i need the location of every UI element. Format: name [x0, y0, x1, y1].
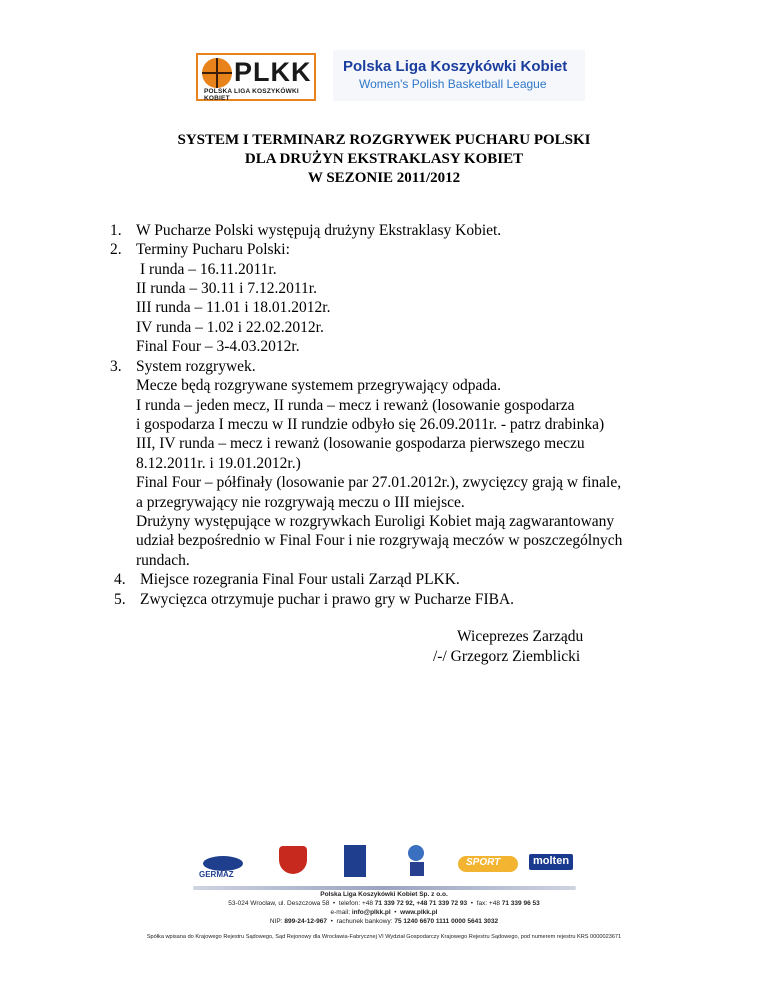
league-name-pl: Polska Liga Koszykówki Kobiet [343, 58, 568, 75]
schedule-round-2: II runda – 30.11 i 7.12.2011r. [136, 280, 317, 297]
title-line-3: W SEZONIE 2011/2012 [307, 170, 461, 186]
item-2-text: Terminy Pucharu Polski: [136, 241, 290, 258]
system-line: i gospodarza I meczu w II rundzie odbyło się 26.09.2011r. - patrz drabinka) [136, 416, 605, 433]
item-5-text: Zwycięzca otrzymuje puchar i prawo gry w Pucharze FIBA. [140, 591, 515, 608]
schedule-round-1: I runda – 16.11.2011r. [140, 261, 277, 278]
signature-name: /-/ Grzegorz Ziemblicki [433, 648, 581, 665]
footer-fax: 71 339 96 53 [501, 900, 540, 907]
footer-address: 53-024 Wrocław, ul. Deszczowa 58 [228, 900, 330, 907]
footer-nip: 899-24-12-967 [284, 918, 328, 925]
schedule-final-four: Final Four – 3-4.03.2012r. [136, 338, 300, 355]
footer-web-line: e-mail: info@plkk.pl • www.plkk.pl [330, 909, 438, 916]
footer-nip-label: NIP: [269, 918, 283, 925]
footer-bank-line: NIP: 899-24-12-967 • rachunek bankowy: 75 1240 6670 1111 0000 5641 3032 [269, 918, 499, 925]
footer-email[interactable]: info@plkk.pl [351, 909, 391, 916]
basketball-icon [202, 58, 232, 88]
footer-divider [193, 886, 576, 890]
system-line: a przegrywający nie rozgrywają meczu o III miejsce. [136, 494, 465, 511]
system-line: I runda – jeden mecz, II runda – mecz i rewanż (losowanie gospodarza [136, 397, 575, 414]
footer-phone-label: telefon: +48 [338, 900, 373, 907]
footer-bank: 75 1240 6670 1111 0000 5641 3032 [394, 918, 499, 925]
title-line-2: DLA DRUŻYN EKSTRAKLASY KOBIET [244, 151, 524, 167]
system-line: III, IV runda – mecz i rewanż (losowanie gospodarza pierwszego meczu [136, 435, 585, 452]
item-number: 4. [114, 571, 126, 588]
plkk-logo-subtitle: POLSKA LIGA KOSZYKÓWKI KOBIET [204, 88, 299, 102]
fiba-ball-icon [408, 845, 424, 861]
item-number: 1. [110, 222, 122, 239]
germaz-logo: GERMAZ [199, 870, 234, 879]
footer-bank-label: rachunek bankowy: [336, 918, 393, 925]
molten-logo: molten [533, 855, 570, 867]
system-line: Drużyny występujące w rozgrywkach Euroligi Kobiet mają zagwarantowany [136, 513, 615, 530]
item-number: 3. [110, 358, 122, 375]
item-4-text: Miejsce rozegrania Final Four ustali Zarząd PLKK. [140, 571, 460, 588]
system-line: rundach. [136, 552, 190, 569]
footer-fax-label: fax: +48 [476, 900, 500, 907]
system-line: Mecze będą rozgrywane systemem przegrywający odpada. [136, 377, 501, 394]
league-name-en: Women's Polish Basketball League [359, 77, 547, 91]
tvp-sport-logo: SPORT [466, 857, 501, 868]
footer-registry: Spółka wpisana do Krajowego Rejestru Sądowego, Sąd Rejonowy dla Wrocławia-Fabrycznej VI Wydział Gospodarczy Krajowego Rejestru Sądowego, pod numerem rejestru KRS 0000023671 [146, 934, 622, 940]
item-1-text: W Pucharze Polski występują drużyny Ekstraklasy Kobiet. [136, 222, 502, 239]
title-line-1: SYSTEM I TERMINARZ ROZGRYWEK PUCHARU POLSKI [177, 132, 591, 148]
signature-role: Wiceprezes Zarządu [457, 628, 584, 645]
system-line: udział bezpośrednio w Final Four i nie rozgrywają meczów w poszczególnych [136, 532, 623, 549]
cup-logo-icon [344, 845, 366, 877]
footer-www[interactable]: www.plkk.pl [400, 909, 438, 916]
item-3-text: System rozgrywek. [136, 358, 256, 375]
schedule-round-4: IV runda – 1.02 i 22.02.2012r. [136, 319, 324, 336]
plkk-logo-letters: PLKK [234, 57, 312, 87]
footer-email-label: e-mail: [330, 909, 351, 916]
system-line: 8.12.2011r. i 19.01.2012r.) [136, 455, 301, 472]
item-number: 2. [110, 241, 122, 258]
ford-logo-icon [203, 856, 243, 871]
federation-shield-icon [279, 846, 307, 874]
system-line: Final Four – półfinały (losowanie par 27.01.2012r.), zwycięzcy grają w finale, [136, 474, 622, 491]
footer-company: Polska Liga Koszykówki Kobiet Sp. z o.o. [320, 891, 448, 898]
footer-phone: 71 339 72 92, +48 71 339 72 93 [374, 900, 468, 907]
footer-contact-line: 53-024 Wrocław, ul. Deszczowa 58 • telefon: +48 71 339 72 92, +48 71 339 72 93 • fax: +48 71 339 96 53 [228, 900, 540, 907]
item-number: 5. [114, 591, 126, 608]
fiba-logo-icon [410, 862, 424, 876]
schedule-round-3: III runda – 11.01 i 18.01.2012r. [136, 299, 331, 316]
plkk-logo [196, 53, 316, 101]
league-banner [333, 50, 585, 101]
